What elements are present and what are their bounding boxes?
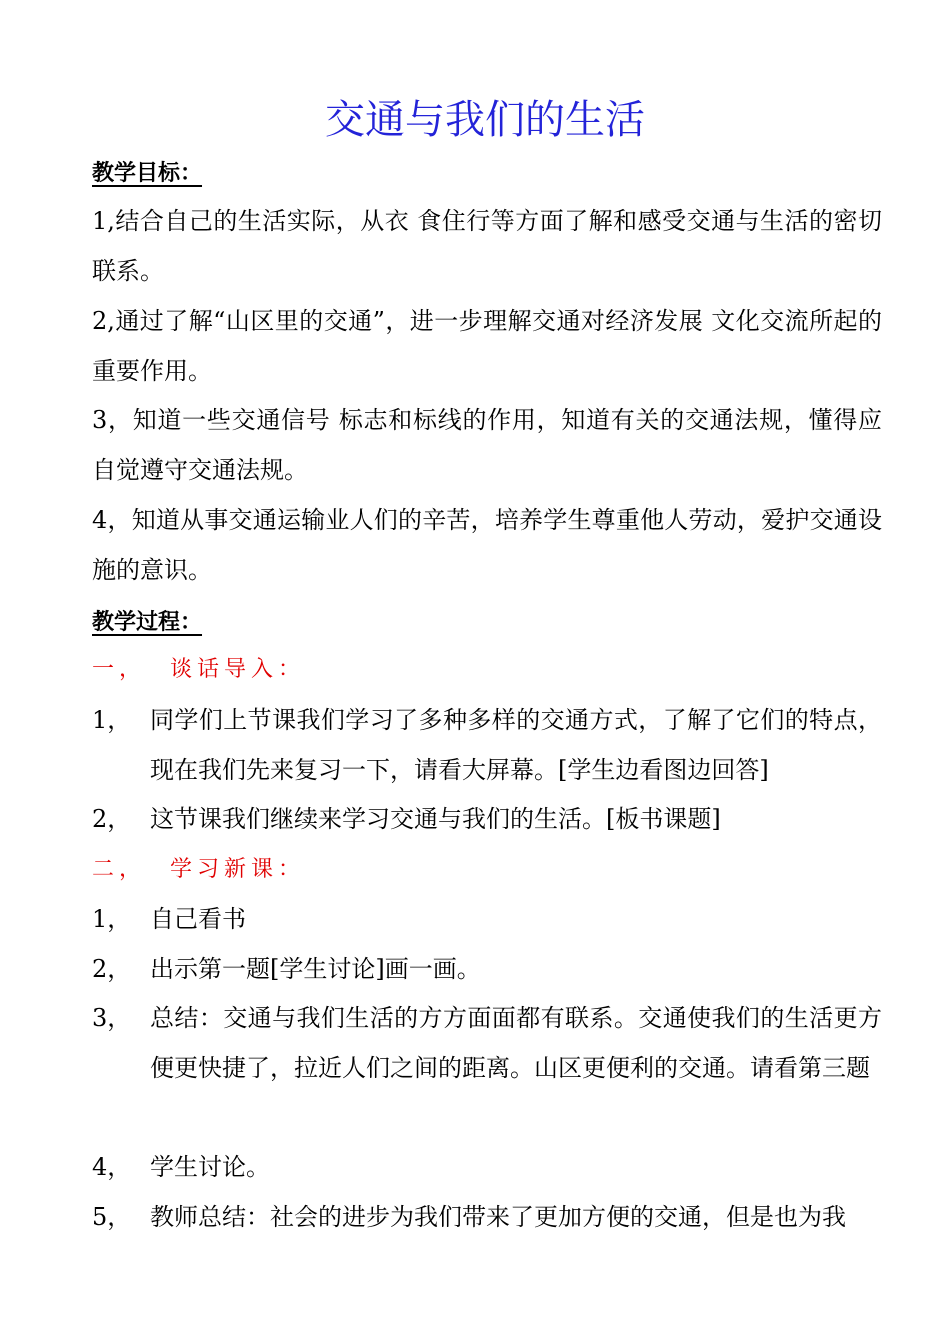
list-item	[92, 993, 882, 1093]
item-text: 同学们上节课我们学习了多种多样的交通方式，了解了它们的特点，现在我们先来复习一下，请看大屏幕。[学生边看图边回答]	[150, 706, 882, 784]
list-item	[92, 794, 882, 844]
document-title: 交通与我们的生活	[325, 97, 645, 143]
goal-paragraph: 4，知道从事交通运输业人们的辛苦，培养学生尊重他人劳动，爱护交通设施的意识。	[92, 506, 882, 584]
item-text: 总结：交通与我们生活的方方面面都有联系。交通使我们的生活更方便更快捷了，拉近人们之间的距离。山区更便利的交通。请看第三题	[150, 1004, 882, 1082]
section-new-lesson-label: 二， 学习新课：	[92, 857, 305, 882]
item-number: 2，	[92, 805, 132, 833]
item-number: 1，	[92, 706, 132, 734]
item-number: 1，	[92, 905, 132, 933]
section-intro-label: 一， 谈话导入：	[92, 657, 305, 682]
item-number: 3，	[92, 1004, 132, 1032]
item-text: 学生讨论。	[150, 1153, 270, 1181]
item-number: 2，	[92, 955, 132, 983]
item-text: 自己看书	[150, 905, 246, 933]
goal-paragraph: 2,通过了解“山区里的交通”，进一步理解交通对经济发展 文化交流所起的重要作用。	[92, 307, 882, 385]
list-item	[92, 1142, 882, 1192]
item-text: 教师总结：社会的进步为我们带来了更加方便的交通，但是也为我	[150, 1203, 846, 1231]
process-heading: 教学过程：	[92, 610, 203, 635]
list-item	[92, 695, 882, 795]
list-item	[92, 944, 882, 994]
goal-paragraph: 3，知道一些交通信号 标志和标线的作用，知道有关的交通法规，懂得应自觉遵守交通法规。	[92, 406, 882, 484]
item-text: 这节课我们继续来学习交通与我们的生活。[板书课题]	[150, 805, 721, 833]
list-item	[92, 894, 882, 944]
item-text: 出示第一题[学生讨论]画一画。	[150, 955, 481, 983]
item-number: 4，	[92, 1153, 132, 1181]
goal-paragraph: 1,结合自己的生活实际，从衣 食住行等方面了解和感受交通与生活的密切联系。	[92, 207, 882, 285]
goals-heading: 教学目标：	[92, 161, 203, 186]
list-item	[92, 1192, 882, 1242]
item-number: 5，	[92, 1203, 132, 1231]
